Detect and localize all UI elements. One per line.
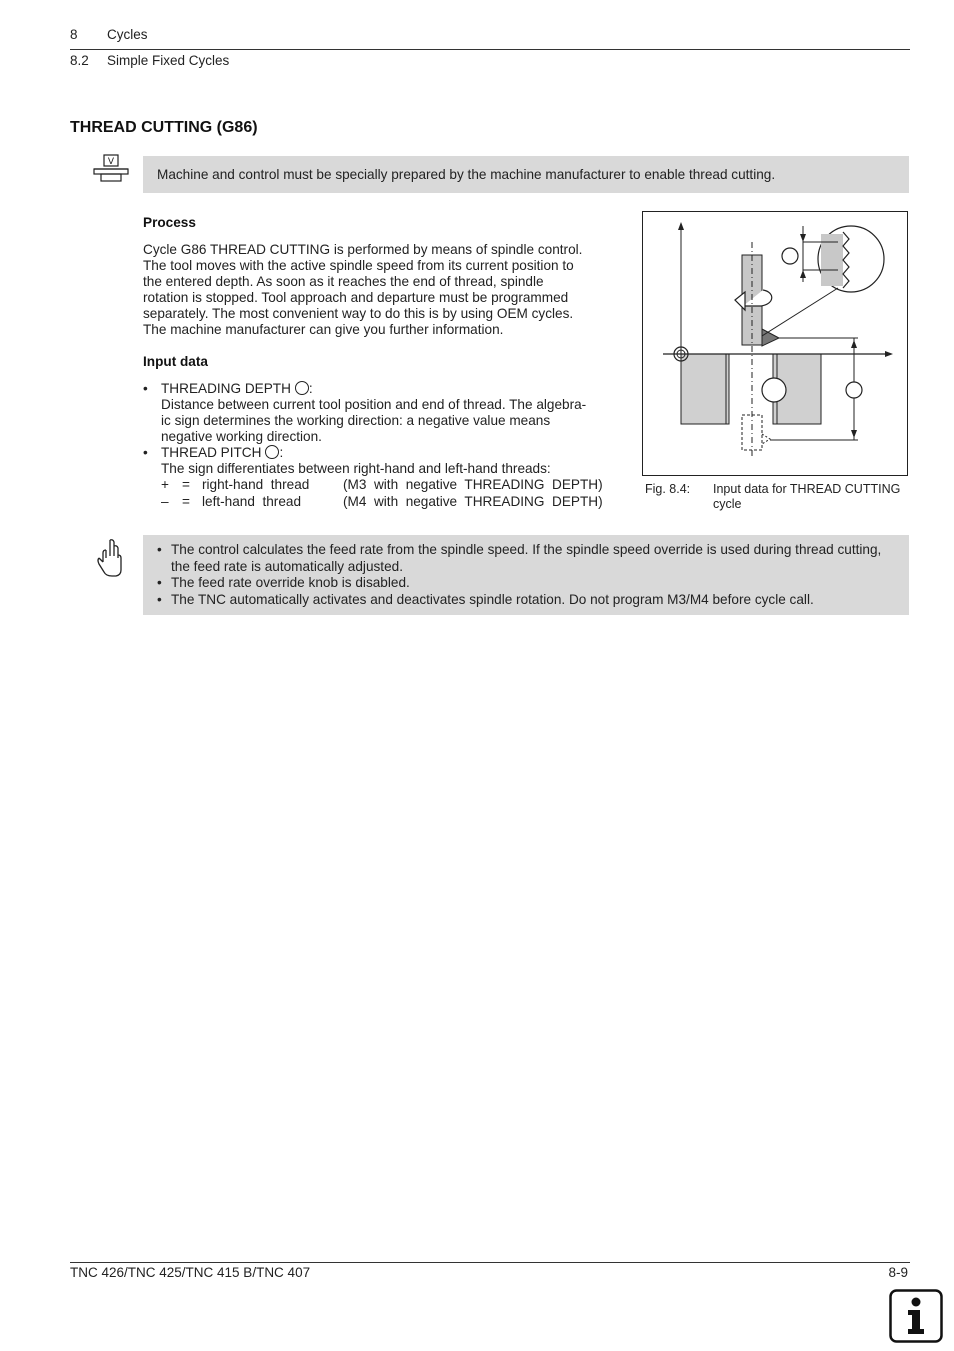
- threading-depth-line: Distance between current tool position and end of thread. The algebra-: [161, 397, 587, 412]
- pitch-kind: right-hand thread: [202, 477, 310, 492]
- pitch-row-right: [161, 477, 628, 494]
- note-item: • The feed rate override knob is disabled.: [157, 575, 897, 592]
- pitch-eq: =: [182, 494, 190, 509]
- info-icon: [889, 1289, 943, 1343]
- parameter-circle-icon: [265, 445, 279, 459]
- notes-list: [157, 542, 897, 608]
- figure-number: Fig. 8.4:: [645, 482, 691, 496]
- thread-pitch-item: [143, 445, 628, 511]
- figure-caption: [713, 482, 900, 512]
- notes-box: [143, 535, 909, 615]
- page-title: THREAD CUTTING (G86): [70, 119, 258, 136]
- manufacturer-note-box: [143, 156, 909, 193]
- manufacturer-note-text: Machine and control must be specially prepared by the machine manufacturer to enable thread cutting.: [157, 167, 776, 182]
- pitch-row-left: [161, 494, 628, 511]
- process-line: separately. The most convenient way to do this is by using OEM cycles.: [143, 306, 574, 321]
- pitch-desc: (M4 with negative THREADING DEPTH): [343, 494, 603, 509]
- pointing-hand-icon: [96, 538, 124, 578]
- bullet: •: [143, 381, 148, 396]
- process-paragraph: [143, 242, 628, 338]
- process-line: Cycle G86 THREAD CUTTING is performed by means of spindle control.: [143, 242, 583, 257]
- machine-manufacturer-icon: [93, 154, 129, 184]
- thread-cutting-diagram: [643, 212, 907, 475]
- footer-models: TNC 426/TNC 425/TNC 415 B/TNC 407: [70, 1265, 311, 1280]
- note-item: • The control calculates the feed rate from the spindle speed. If the spindle speed override is used during thread cutting, the feed rate is automatically adjusted.: [157, 542, 897, 575]
- process-line: rotation is stopped. Tool approach and departure must be programmed: [143, 290, 569, 305]
- section-header: [70, 53, 910, 69]
- threading-depth-colon: :: [308, 381, 313, 396]
- pitch-kind: left-hand thread: [202, 494, 301, 509]
- figure-caption-line: cycle: [713, 497, 742, 511]
- footer-rule: [70, 1262, 910, 1263]
- bullet: •: [143, 445, 148, 460]
- pitch-eq: =: [182, 477, 190, 492]
- pitch-sign: +: [161, 477, 169, 492]
- pitch-desc: (M3 with negative THREADING DEPTH): [343, 477, 603, 492]
- pitch-sign: –: [161, 494, 169, 509]
- chapter-title: Cycles: [107, 27, 148, 42]
- process-heading: Process: [143, 215, 196, 230]
- figure-caption-line: Input data for THREAD CUTTING: [713, 482, 901, 496]
- thread-pitch-label: THREAD PITCH: [161, 445, 262, 460]
- thread-cutting-figure: [642, 211, 908, 476]
- parameter-circle-icon: [295, 381, 309, 395]
- svg-text:V: V: [107, 157, 115, 167]
- chapter-header: [70, 27, 910, 43]
- threading-depth-item: [143, 381, 628, 445]
- input-data-list: [143, 381, 628, 511]
- input-data-heading: Input data: [143, 354, 208, 369]
- note-item: • The TNC automatically activates and deactivates spindle rotation. Do not program M3/M4 before cycle call.: [157, 592, 897, 609]
- threading-depth-line: ic sign determines the working direction: a negative value means: [161, 413, 551, 428]
- process-line: The tool moves with the active spindle speed from its current position to: [143, 258, 574, 273]
- process-line: the entered depth. As soon as it reaches the end of thread, spindle: [143, 274, 544, 289]
- threading-depth-line: negative working direction.: [161, 429, 322, 444]
- page-number: 8-9: [888, 1265, 908, 1280]
- section-number: 8.2: [70, 53, 89, 68]
- section-title: Simple Fixed Cycles: [107, 53, 230, 68]
- thread-pitch-line: The sign differentiates between right-hand and left-hand threads:: [161, 461, 551, 476]
- chapter-number: 8: [70, 27, 78, 42]
- thread-pitch-colon: :: [279, 445, 284, 460]
- threading-depth-label: THREADING DEPTH: [161, 381, 291, 396]
- header-rule: [70, 49, 910, 50]
- process-line: The machine manufacturer can give you further information.: [143, 322, 504, 337]
